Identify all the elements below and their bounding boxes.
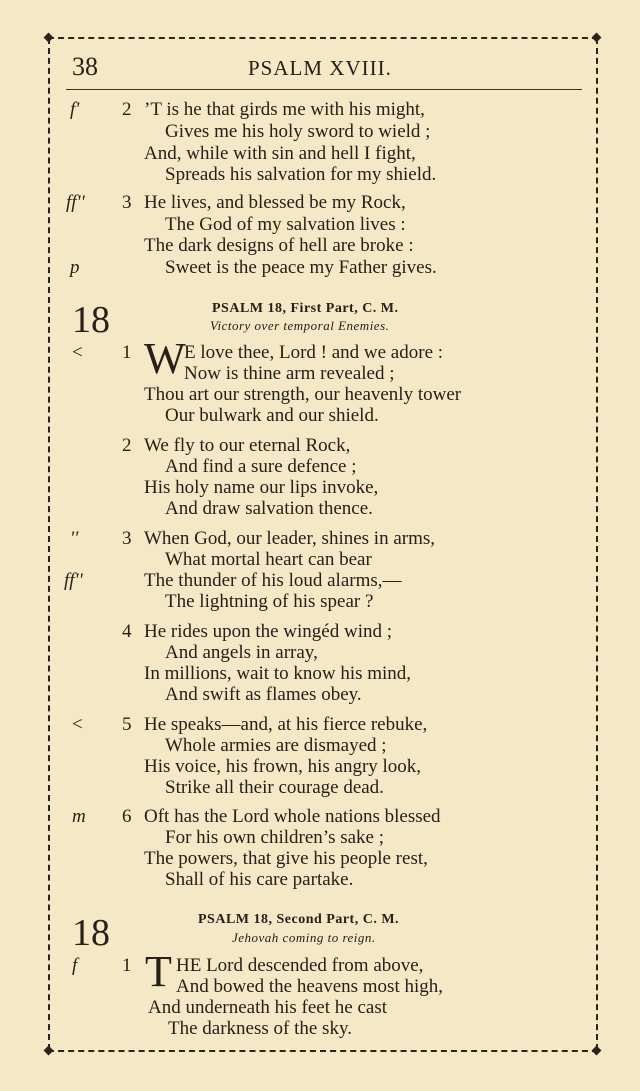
verse-number: 1 <box>122 342 132 363</box>
verse-line: Strike all their courage dead. <box>165 777 384 798</box>
corner-ornament <box>592 1046 602 1056</box>
dynamic-mark: '' <box>70 528 79 549</box>
verse-number: 5 <box>122 714 132 735</box>
verse-line: Sweet is the peace my Father gives. <box>165 257 437 278</box>
header-rule <box>66 89 582 90</box>
running-head: PSALM XVIII. <box>248 56 392 80</box>
top-border <box>48 37 598 39</box>
drop-cap: W <box>144 334 186 383</box>
left-border <box>48 38 50 1050</box>
verse-line: The dark designs of hell are broke : <box>144 235 414 256</box>
verse-line: HE Lord descended from above, <box>176 955 424 976</box>
verse-line: In millions, wait to know his mind, <box>144 663 412 684</box>
verse-line: The powers, that give his people rest, <box>144 848 428 869</box>
verse-line: Oft has the Lord whole nations blessed <box>144 806 441 827</box>
psalm-subtitle: Victory over temporal Enemies. <box>210 318 390 333</box>
verse-line: And bowed the heavens most high, <box>176 976 444 997</box>
drop-cap: T <box>145 947 172 996</box>
dynamic-mark: < <box>72 714 83 735</box>
verse-line: His voice, his frown, his angry look, <box>144 756 422 777</box>
dynamic-mark: < <box>72 342 83 363</box>
verse-line: And angels in array, <box>165 642 318 663</box>
verse-number: 2 <box>122 99 132 120</box>
psalm-number: 18 <box>72 299 110 341</box>
verse-line: And underneath his feet he cast <box>148 997 387 1018</box>
verse-line: Whole armies are dismayed ; <box>165 735 387 756</box>
dynamic-mark: f' <box>70 99 80 120</box>
page-number: 38 <box>72 52 98 81</box>
verse-number: 6 <box>122 806 132 827</box>
psalm-heading: PSALM 18, First Part, C. M. <box>212 301 399 316</box>
corner-ornament <box>44 33 54 43</box>
verse-line: E love thee, Lord ! and we adore : <box>184 342 444 363</box>
verse-number: 3 <box>122 528 132 549</box>
verse-line: The thunder of his loud alarms,— <box>144 570 402 591</box>
dynamic-mark: p <box>70 257 80 278</box>
verse-line: Gives me his holy sword to wield ; <box>165 121 431 142</box>
corner-ornament <box>592 33 602 43</box>
corner-ornament <box>44 1046 54 1056</box>
verse-line: Our bulwark and our shield. <box>165 405 379 426</box>
dynamic-mark: ff'' <box>66 192 85 213</box>
verse-line: He lives, and blessed be my Rock, <box>144 192 406 213</box>
verse-line: ’T is he that girds me with his might, <box>144 99 425 120</box>
verse-number: 2 <box>122 435 132 456</box>
verse-line: He rides upon the wingéd wind ; <box>144 621 393 642</box>
verse-line: When God, our leader, shines in arms, <box>144 528 436 549</box>
dynamic-mark: f <box>72 955 78 976</box>
dynamic-mark: ff'' <box>64 570 83 591</box>
dynamic-mark: m <box>72 806 86 827</box>
verse-line: His holy name our lips invoke, <box>144 477 379 498</box>
verse-line: Now is thine arm revealed ; <box>184 363 395 384</box>
verse-line: We fly to our eternal Rock, <box>144 435 351 456</box>
bottom-border <box>48 1050 598 1052</box>
verse-line: Shall of his care partake. <box>165 869 354 890</box>
psalm-number: 18 <box>72 912 110 954</box>
verse-number: 3 <box>122 192 132 213</box>
verse-line: The lightning of his spear ? <box>165 591 374 612</box>
verse-line: He speaks—and, at his fierce rebuke, <box>144 714 428 735</box>
right-border <box>596 38 598 1050</box>
verse-line: What mortal heart can bear <box>165 549 372 570</box>
verse-line: The God of my salvation lives : <box>165 214 406 235</box>
verse-line: And draw salvation thence. <box>165 498 373 519</box>
verse-line: The darkness of the sky. <box>168 1018 352 1039</box>
verse-line: For his own children’s sake ; <box>165 827 385 848</box>
verse-line: And, while with sin and hell I fight, <box>144 143 416 164</box>
verse-line: And swift as flames obey. <box>165 684 362 705</box>
verse-line: And find a sure defence ; <box>165 456 357 477</box>
verse-line: Thou art our strength, our heavenly tower <box>144 384 462 405</box>
psalm-subtitle: Jehovah coming to reign. <box>232 930 376 945</box>
verse-line: Spreads his salvation for my shield. <box>165 164 437 185</box>
verse-number: 4 <box>122 621 132 642</box>
psalm-heading: PSALM 18, Second Part, C. M. <box>198 912 400 927</box>
verse-number: 1 <box>122 955 132 976</box>
